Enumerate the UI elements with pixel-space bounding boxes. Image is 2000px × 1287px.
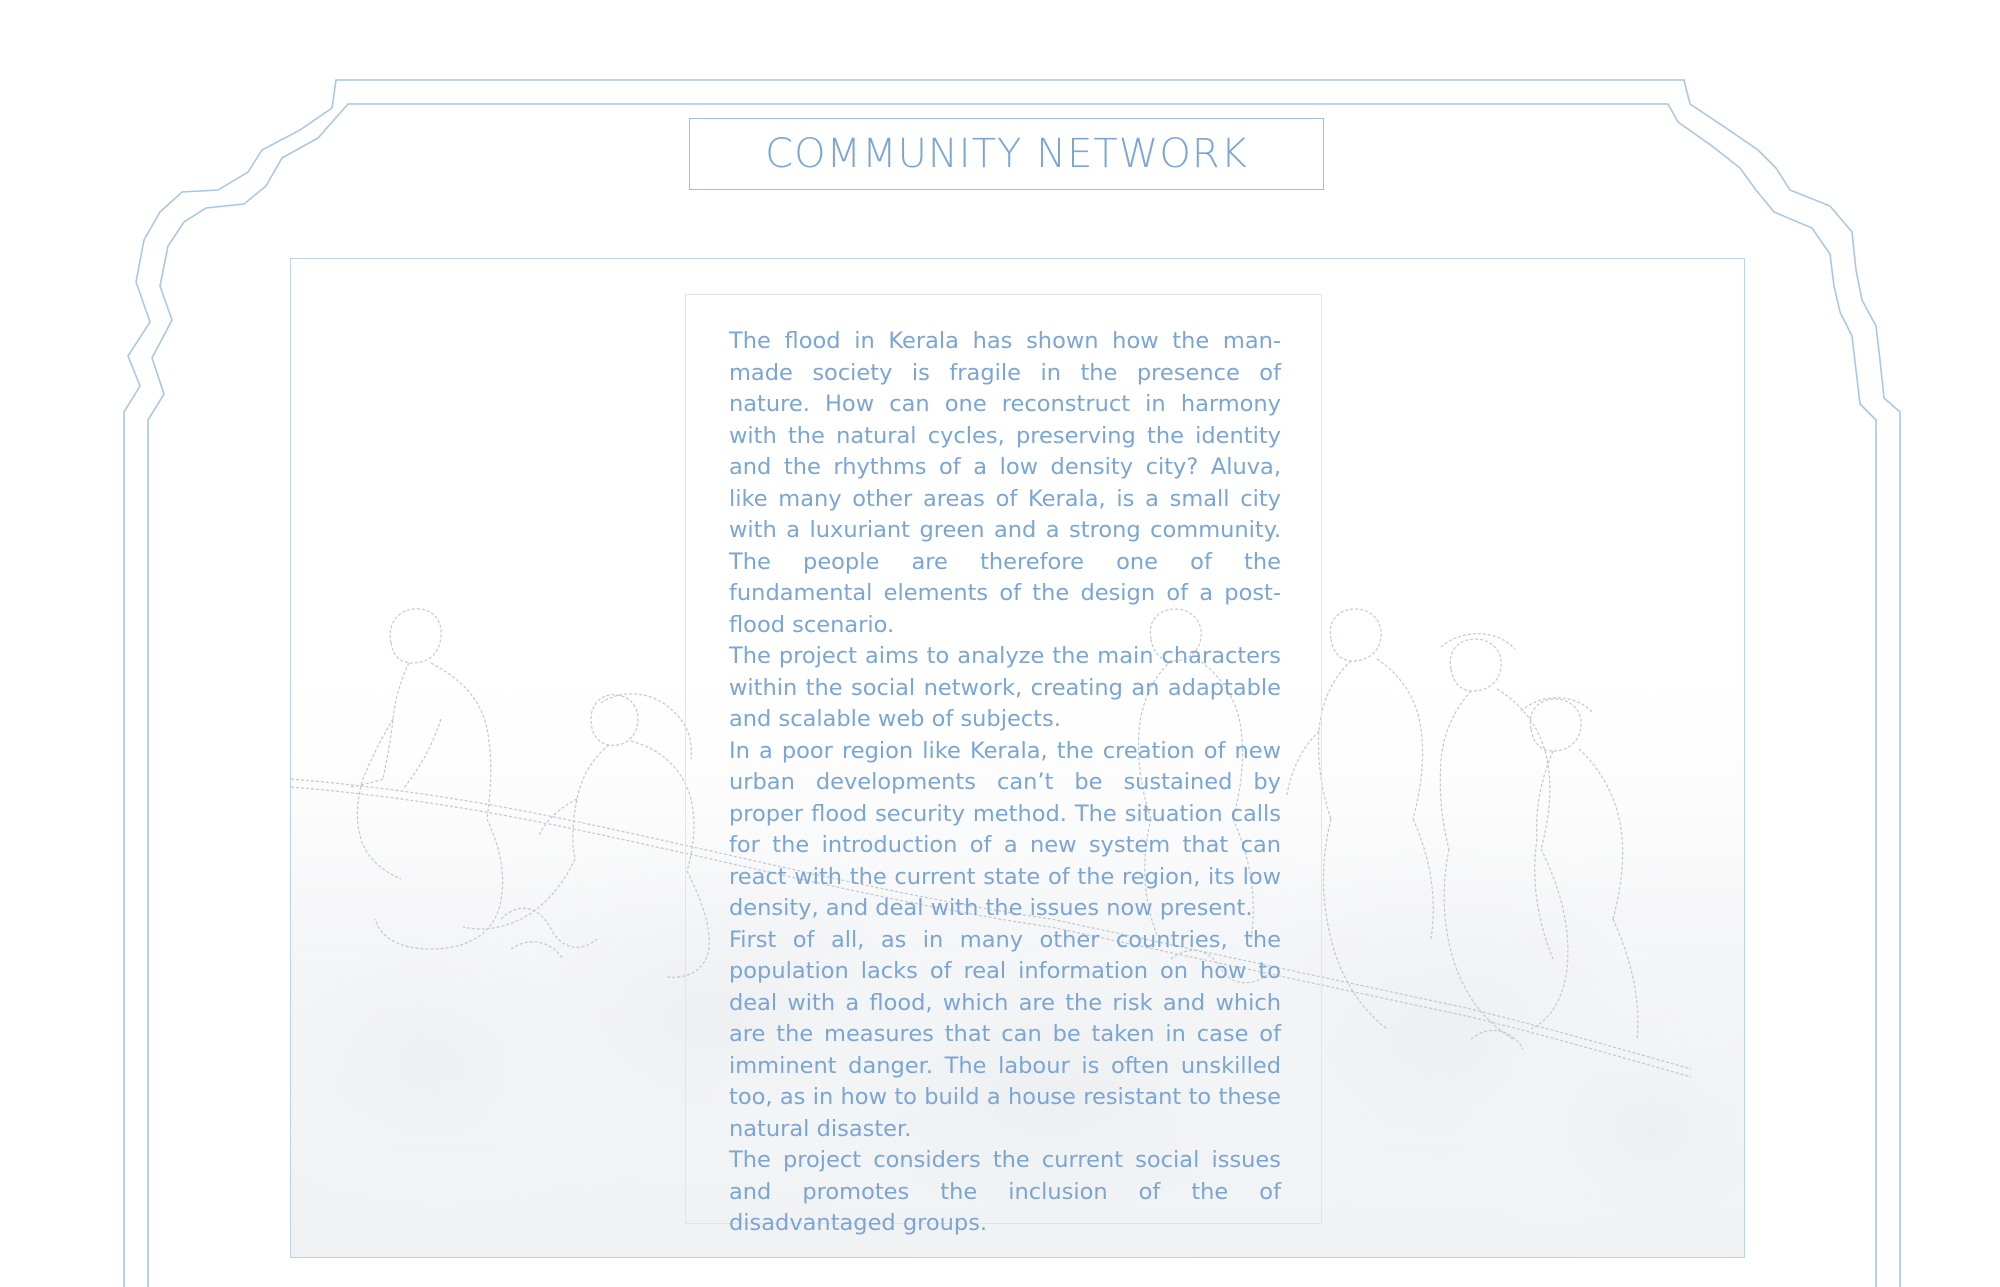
paragraph-4: First of all, as in many other countries, the population lacks of real information on how to deal with a flood, which are the risk and which are the measures that can be taken in case of imminent danger. The labour is often unskilled too, as in how to build a house resistant to these natural disaster. xyxy=(729,926,1281,1142)
paragraph-1: The flood in Kerala has shown how the man-made society is fragile in the presence of nature. How can one reconstruct in harmony with the natural cycles, preserving the identity and the rhythms of a low density city? Aluva, like many other areas of Kerala, is a small city with a luxuriant green and a strong community. The people are therefore one of the fundamental elements of the design of a post-flood scenario. xyxy=(729,328,1281,638)
paragraph-2: The project aims to analyze the main characters within the social network, creating an adaptable and scalable web of subjects. xyxy=(729,643,1281,732)
description-text xyxy=(729,326,1281,1240)
paragraph-3: In a poor region like Kerala, the creation of new urban developments can’t be sustained by proper flood security method. The situation calls for the introduction of a new system that can react with the current state of the region, its low density, and deal with the issues now present. xyxy=(729,737,1281,921)
paragraph-5: The project considers the current social issues and promotes the inclusion of the of disadvantaged groups. xyxy=(729,1147,1281,1236)
title-box xyxy=(689,118,1324,190)
page-title: COMMUNITY NETWORK xyxy=(765,131,1248,177)
